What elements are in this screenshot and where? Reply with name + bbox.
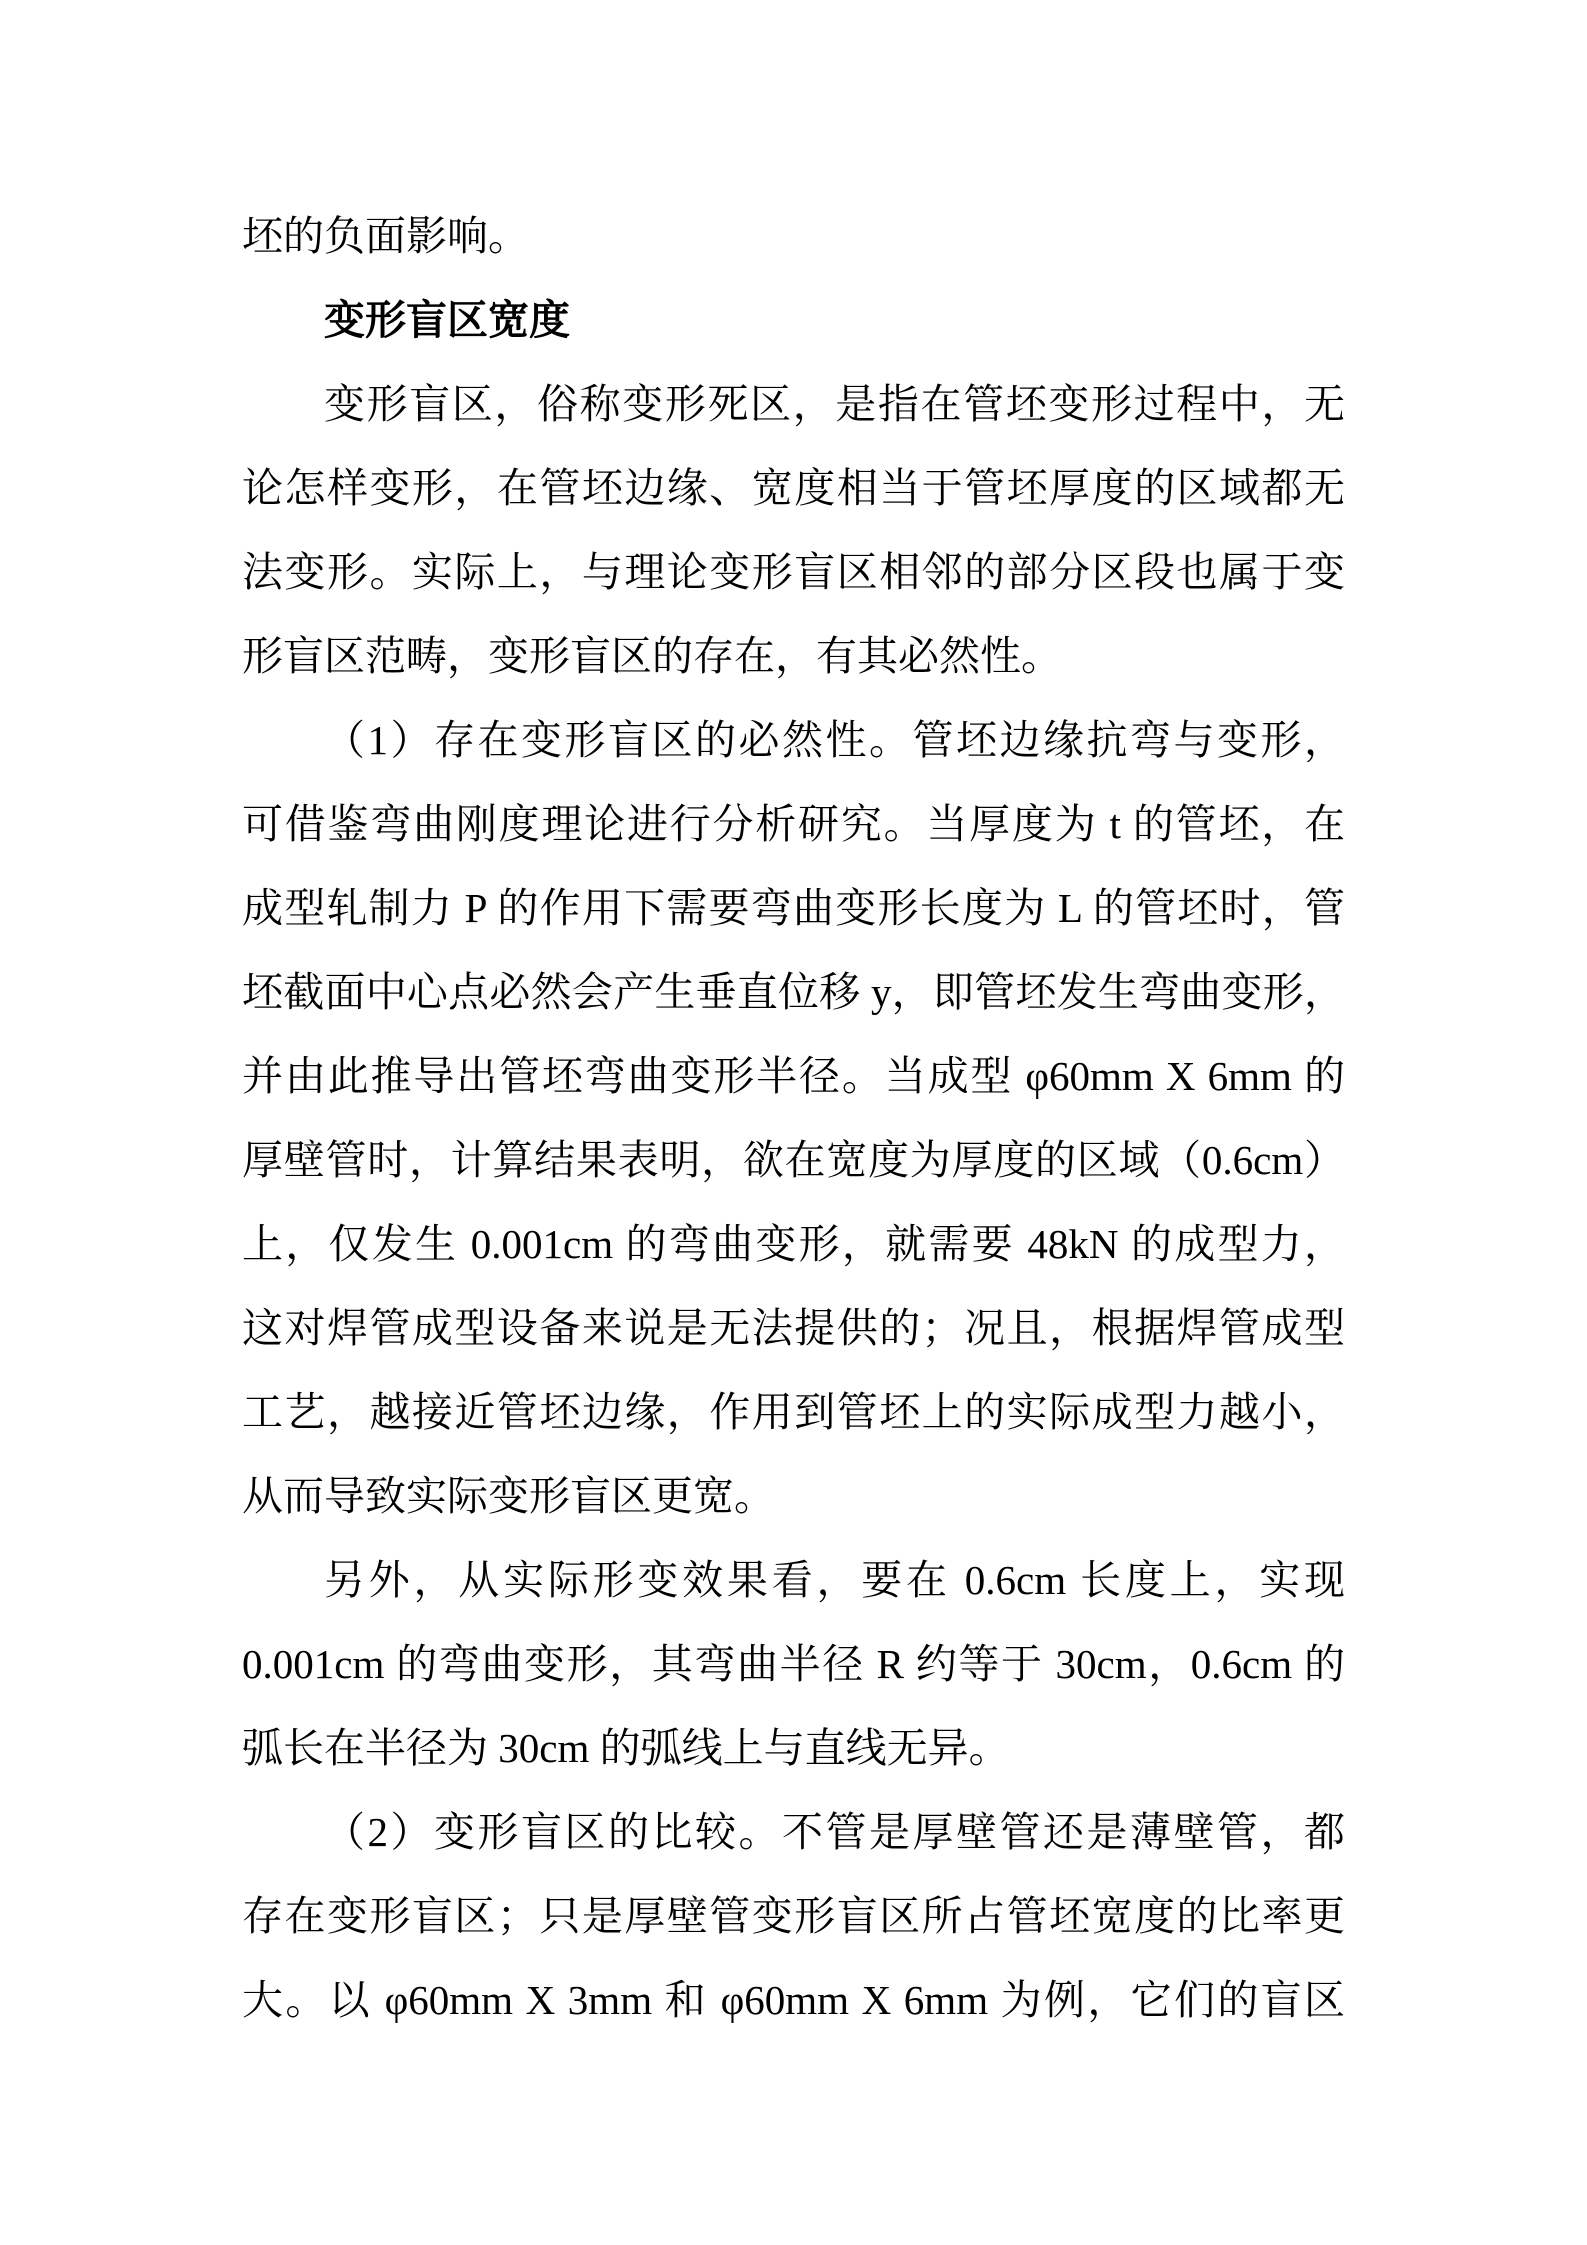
text-line: 坯截面中心点必然会产生垂直位移 y，即管坯发生弯曲变形， [242,969,1345,1015]
text-line: 论怎样变形，在管坯边缘、宽度相当于管坯厚度的区域都无 [242,465,1345,511]
paragraph [242,1790,1345,2042]
text-line: 大。以 φ60mm X 3mm 和 φ60mm X 6mm 为例，它们的盲区 [242,1977,1345,2023]
text-line: 工艺，越接近管坯边缘，作用到管坯上的实际成型力越小， [242,1389,1345,1435]
document-body [242,194,1345,2042]
text-line: （2）变形盲区的比较。不管是厚壁管还是薄壁管，都 [324,1809,1345,1855]
section-heading-paragraph [242,278,1345,362]
text-line: 坯的负面影响。 [242,213,529,259]
text-line: 0.001cm 的弯曲变形，其弯曲半径 R 约等于 30cm，0.6cm 的 [242,1641,1345,1687]
text-line: 另外，从实际形变效果看，要在 0.6cm 长度上，实现 [324,1557,1345,1603]
text-line: 形盲区范畴，变形盲区的存在，有其必然性。 [242,633,1062,679]
text-line: 厚壁管时，计算结果表明，欲在宽度为厚度的区域（0.6cm） [242,1137,1345,1183]
paragraph [242,698,1345,1538]
paragraph [242,362,1345,698]
paragraph [242,194,1345,278]
text-line: 成型轧制力 P 的作用下需要弯曲变形长度为 L 的管坯时，管 [242,885,1345,931]
text-line: 变形盲区，俗称变形死区，是指在管坯变形过程中，无 [324,381,1345,427]
section-heading: 变形盲区宽度 [324,297,570,343]
text-line: 弧长在半径为 30cm 的弧线上与直线无异。 [242,1725,1010,1771]
text-line: （1）存在变形盲区的必然性。管坯边缘抗弯与变形， [324,717,1345,763]
text-line: 并由此推导出管坯弯曲变形半径。当成型 φ60mm X 6mm 的 [242,1053,1345,1099]
text-line: 存在变形盲区；只是厚壁管变形盲区所占管坯宽度的比率更 [242,1893,1345,1939]
text-line: 法变形。实际上，与理论变形盲区相邻的部分区段也属于变 [242,549,1345,595]
text-line: 上，仅发生 0.001cm 的弯曲变形，就需要 48kN 的成型力， [242,1221,1345,1267]
paragraph [242,1538,1345,1790]
text-line: 这对焊管成型设备来说是无法提供的；况且，根据焊管成型 [242,1305,1345,1351]
text-line: 可借鉴弯曲刚度理论进行分析研究。当厚度为 t 的管坯，在 [242,801,1345,847]
text-line: 从而导致实际变形盲区更宽。 [242,1473,775,1519]
